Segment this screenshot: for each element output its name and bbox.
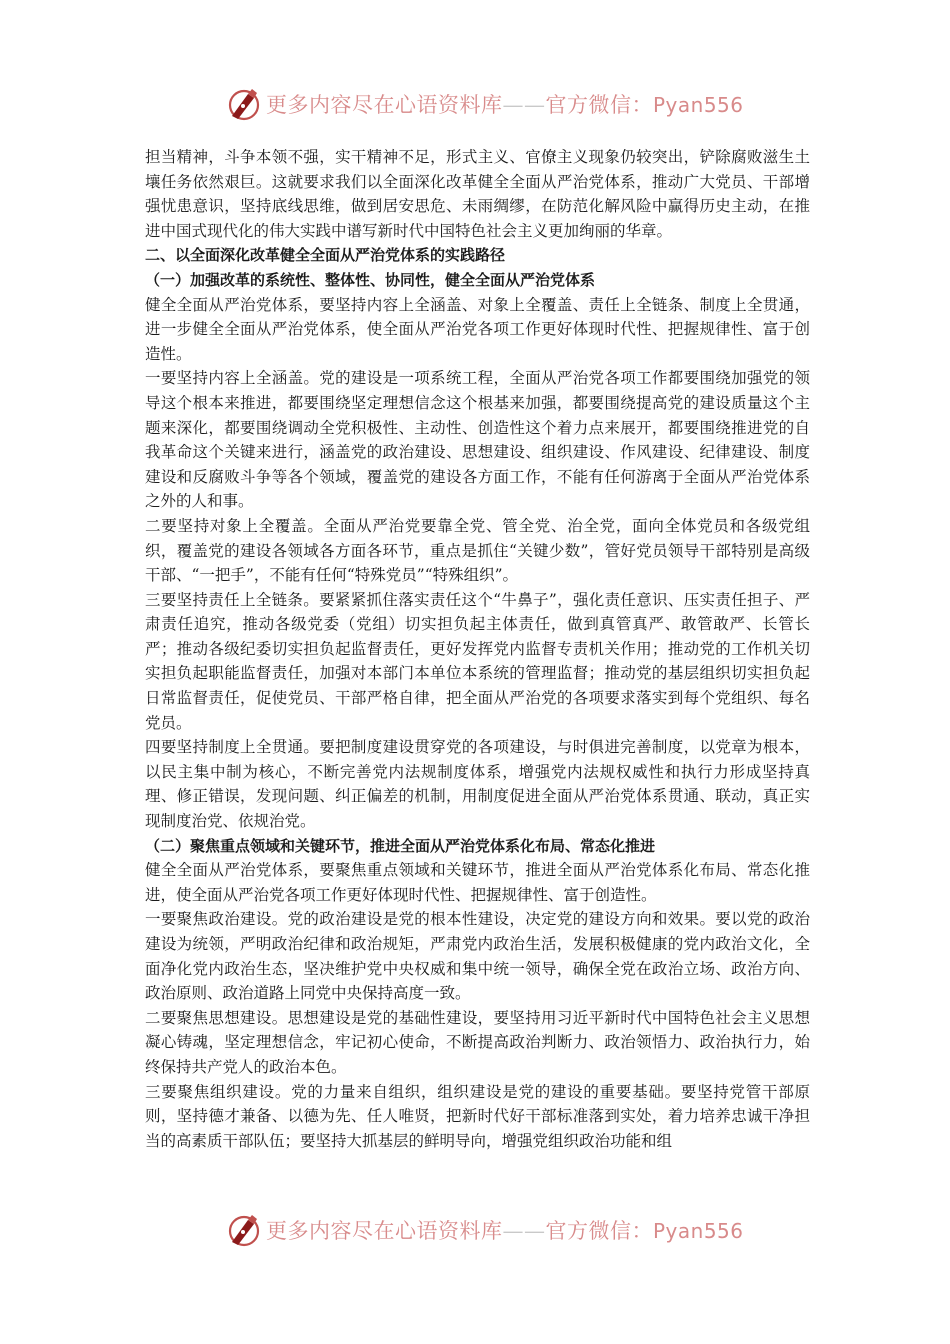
watermark-main: 更多内容尽在心语资料库	[266, 93, 503, 117]
paragraph: 二要坚持对象上全覆盖。全面从严治党要靠全党、管全党、治全党，面向全体党员和各级党组织，覆盖党的建设各领域各方面各环节，重点是抓住“关键少数”，管好党员领导干部特别是高级干部、“一把手”，不能有任何“特殊党员”“特殊组织”。	[145, 516, 810, 585]
paragraph: 三要聚焦组织建设。党的力量来自组织，组织建设是党的建设的重要基础。要坚持党管干部原则，坚持德才兼备、以德为先、任人唯贤，把新时代好干部标准落到实处，着力培养忠诚干净担当的高素质干部队伍；要坚持大抓基层的鲜明导向，增强党组织政治功能和组	[145, 1082, 810, 1150]
paragraph: 健全全面从严治党体系，要聚焦重点领域和关键环节，推进全面从严治党体系化布局、常态化推进，使全面从严治党各项工作更好体现时代性、把握规律性、富于创造性。	[145, 861, 810, 904]
watermark-text	[266, 89, 744, 119]
pen-nib-logo-icon	[226, 1212, 262, 1248]
watermark-text	[266, 1215, 744, 1245]
watermark-banner-bottom	[226, 1210, 744, 1250]
watermark-main: 更多内容尽在心语资料库	[266, 1219, 503, 1243]
watermark-label: 官方微信：	[545, 93, 653, 117]
section-heading: 二、以全面深化改革健全全面从严治党体系的实践路径	[145, 246, 506, 265]
subsection-heading: （二）聚焦重点领域和关键环节，推进全面从严治党体系化布局、常态化推进	[145, 836, 656, 855]
paragraph: 三要坚持责任上全链条。要紧紧抓住落实责任这个“牛鼻子”，强化责任意识、压实责任担子、严肃责任追究，推动各级党委（党组）切实担负起主体责任，做到真管真严、敢管敢严、长管长严；推动各级纪委切实担负起监督责任，更好发挥党内监督专责机关作用；推动党的工作机关切实担负起职能监督责任，加强对本部门本单位本系统的管理监督；推动党的基层组织切实担负起日常监督责任，促使党员、干部严格自律，把全面从严治党的各项要求落实到每个党组织、每名党员。	[145, 590, 810, 732]
pen-nib-logo-icon	[226, 86, 262, 122]
paragraph: 担当精神，斗争本领不强，实干精神不足，形式主义、官僚主义现象仍较突出，铲除腐败滋生土壤任务依然艰巨。这就要求我们以全面深化改革健全全面从严治党体系，推动广大党员、干部增强忧患意识，坚持底线思维，做到居安思危、未雨绸缪，在防范化解风险中赢得历史主动，在推进中国式现代化的伟大实践中谱写新时代中国特色社会主义更加绚丽的华章。	[145, 148, 810, 240]
watermark-wechat-id: Pyan556	[653, 93, 744, 117]
paragraph: 二要聚焦思想建设。思想建设是党的基础性建设，要坚持用习近平新时代中国特色社会主义思想凝心铸魂，坚定理想信念，牢记初心使命，不断提高政治判断力、政治领悟力、政治执行力，始终保持共产党人的政治本色。	[145, 1008, 810, 1076]
watermark-separator: ——	[502, 93, 546, 117]
document-body	[145, 145, 810, 1153]
subsection-heading: （一）加强改革的系统性、整体性、协同性，健全全面从严治党体系	[145, 270, 596, 289]
paragraph: 四要坚持制度上全贯通。要把制度建设贯穿党的各项建设，与时俱进完善制度，以党章为根本，以民主集中制为核心，不断完善党内法规制度体系，增强党内法规权威性和执行力形成坚持真理、修正错误，发现问题、纠正偏差的机制，用制度促进全面从严治党体系贯通、联动，真正实现制度治党、依规治党。	[145, 738, 810, 831]
paragraph: 健全全面从严治党体系，要坚持内容上全涵盖、对象上全覆盖、责任上全链条、制度上全贯通，进一步健全全面从严治党体系，使全面从严治党各项工作更好体现时代性、把握规律性、富于创造性。	[145, 295, 810, 363]
watermark-separator: ——	[502, 1219, 546, 1243]
watermark-wechat-id: Pyan556	[653, 1219, 744, 1243]
paragraph: 一要坚持内容上全涵盖。党的建设是一项系统工程，全面从严治党各项工作都要围绕加强党的领导这个根本来推进，都要围绕坚定理想信念这个根基来加强，都要围绕提高党的建设质量这个主题来深化，都要围绕调动全党积极性、主动性、创造性这个着力点来展开，都要围绕推进党的自我革命这个关键来进行，涵盖党的政治建设、思想建设、组织建设、作风建设、纪律建设、制度建设和反腐败斗争等各个领域，覆盖党的建设各方面工作，不能有任何游离于全面从严治党体系之外的人和事。	[145, 369, 810, 511]
watermark-label: 官方微信：	[545, 1219, 653, 1243]
paragraph: 一要聚焦政治建设。党的政治建设是党的根本性建设，决定党的建设方向和效果。要以党的政治建设为统领，严明政治纪律和政治规矩，严肃党内政治生活，发展积极健康的党内政治文化，全面净化党内政治生态，坚决维护党中央权威和集中统一领导，确保全党在政治立场、政治方向、政治原则、政治道路上同党中央保持高度一致。	[145, 910, 810, 1003]
watermark-banner-top	[226, 84, 744, 124]
